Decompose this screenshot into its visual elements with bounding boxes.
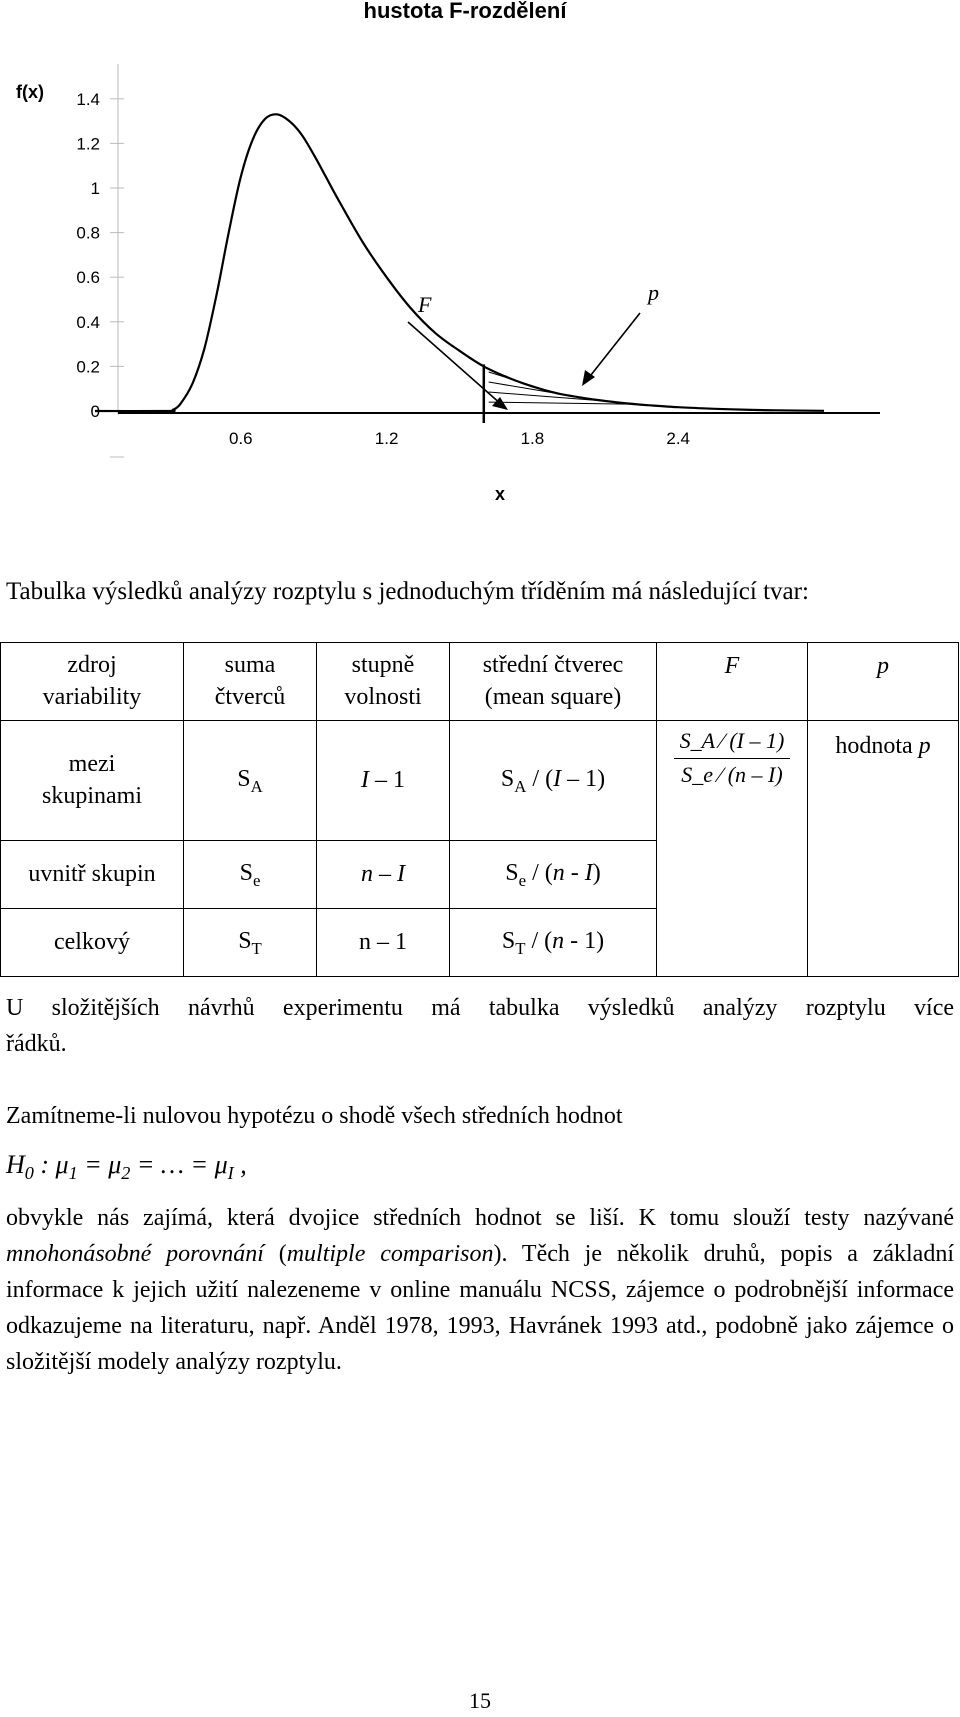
y-tick-label: 1.4	[76, 89, 100, 109]
table-intro-text: Tabulka výsledků analýzy rozptylu s jednoduchým tříděním má následující tvar:	[6, 578, 809, 605]
f-annotation-label: F	[418, 292, 432, 317]
x-tick-label: 2.4	[666, 429, 691, 448]
header-degrees-of-freedom: stupně volnosti	[317, 643, 450, 721]
y-axis	[76, 64, 124, 457]
y-axis-label: f(x)	[16, 82, 44, 102]
p-annotation-label: p	[648, 280, 659, 305]
y-tick-label: 1	[90, 179, 100, 198]
f-denominator: S_e ⁄ (n – I)	[681, 761, 783, 787]
f-annotation-arrow	[408, 322, 502, 405]
y-tick-label: 0.2	[76, 357, 100, 377]
y-tick-label: 0.6	[76, 268, 100, 288]
cell-p-value: hodnota p	[808, 721, 959, 977]
header-sum-of-squares: suma čtverců	[184, 643, 317, 721]
cell-ms-total: $S_T / (n - 1)$	[450, 909, 657, 977]
table-row-between	[1, 721, 959, 841]
header-source: zdroj variability	[1, 643, 184, 721]
paragraph-3: obvykle nás zajímá, která dvojice středních hodnot se liší. K tomu slouží testy nazývané mnohonásobné porovnání (multiple comparison). Těch je několik druhů, popis a základní informace k jejich užití nalezeneme v online manuálu NCSS, zájemce o podrobnější informace odkazujeme na literaturu, např. Anděl 1978, 1993, Havránek 1993 atd., podobně jako zájemce o složitější modely analýzy rozptylu.	[6, 1205, 954, 1375]
cell-df-total: n – 1	[317, 909, 450, 977]
y-tick-label: 0.4	[76, 312, 100, 332]
chart-title: hustota F-rozdělení	[363, 0, 567, 23]
page-number: 15	[469, 1688, 491, 1713]
table-header-row	[1, 643, 959, 721]
cell-ss-within: $S_e$	[184, 841, 317, 909]
cell-source-between: mezi skupinami	[1, 721, 184, 841]
header-p: p	[808, 643, 959, 721]
x-tick-label: 1.2	[374, 429, 399, 448]
cell-df-between: I – 1	[317, 721, 450, 841]
y-tick-label: 0.8	[76, 223, 100, 243]
null-hypothesis-formula: $H_0$ : $\mu_1 = \mu_2$ = … = $\mu_I$ ,	[6, 1150, 247, 1184]
f-density-chart	[0, 40, 900, 504]
header-f: F	[657, 643, 808, 721]
tail-hatch-area	[489, 372, 637, 404]
x-axis-label: x	[494, 484, 506, 504]
paragraph-1-end: řádků.	[6, 1031, 67, 1057]
header-mean-square: střední čtverec (mean square)	[450, 643, 657, 721]
anova-table	[0, 642, 959, 977]
cell-source-total: celkový	[1, 909, 184, 977]
paragraph-2: Zamítneme-li nulovou hypotézu o shodě všech středních hodnot	[6, 1103, 623, 1129]
x-tick-label: 0.6	[228, 429, 253, 448]
y-tick-label: 0	[90, 402, 100, 421]
cell-source-within: uvnitř skupin	[1, 841, 184, 909]
cell-ss-between: $S_A$	[184, 721, 317, 841]
cell-ss-total: $S_T$	[184, 909, 317, 977]
paragraph-1: U složitějších návrhů experimentu má tabulka výsledků analýzy rozptylu více	[6, 995, 954, 1021]
cell-ms-within: $S_e / (n - I)$	[450, 841, 657, 909]
cell-ms-between: $S_A / (I - 1)$	[450, 721, 657, 841]
x-axis	[118, 413, 880, 448]
p-annotation-arrow	[587, 313, 640, 380]
y-tick-label: 1.2	[76, 134, 100, 154]
cell-df-within: n – I	[317, 841, 450, 909]
x-tick-label: 1.8	[520, 429, 545, 448]
f-numerator: S_A ⁄ (I – 1)	[674, 727, 791, 759]
cell-f-value	[657, 721, 808, 977]
f-fraction	[674, 727, 791, 789]
